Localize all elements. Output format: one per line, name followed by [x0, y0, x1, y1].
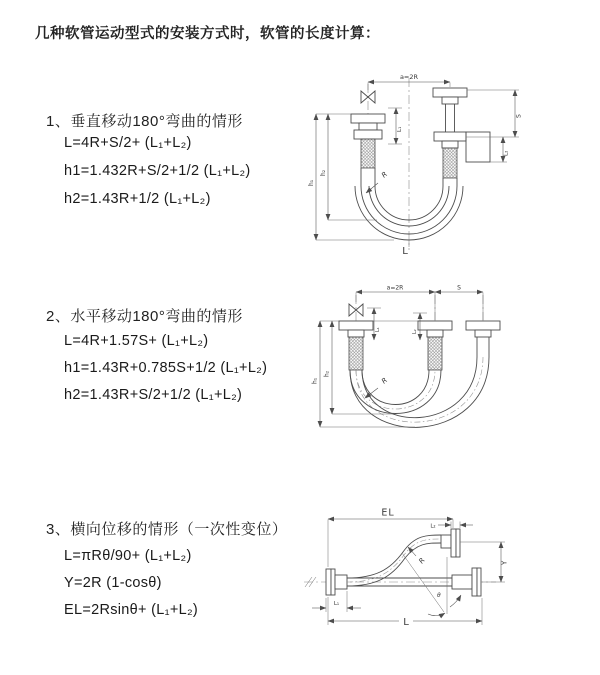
section-2-formula-h2: h2=1.43R+S/2+1/2 (L₁+L₂) — [64, 387, 243, 403]
label-s: S — [515, 114, 523, 118]
middle-fitting — [418, 321, 452, 370]
right-fitting-moved — [466, 321, 500, 357]
label-l2: L₂ — [412, 329, 418, 334]
label-r: R — [380, 376, 390, 386]
label-theta: θ — [437, 592, 441, 599]
section-2-formula-L: L=4R+1.57S+ (L₁+L₂) — [64, 333, 209, 349]
label-h1: h₁ — [311, 377, 319, 384]
section-1-heading: 1、垂直移动180°弯曲的情形 — [46, 113, 243, 130]
left-fitting — [339, 321, 373, 370]
label-h1: h₁ — [308, 179, 315, 186]
dimension-l — [328, 597, 482, 628]
diagram-lateral-displacement — [300, 494, 570, 662]
mount-plate — [466, 132, 490, 162]
dimension-s — [435, 285, 483, 293]
lower-right-flange — [452, 568, 481, 596]
diagram-vertical-bend — [298, 66, 548, 258]
dimension-l2 — [430, 522, 473, 530]
section-2-formula-h1: h1=1.43R+0.785S+1/2 (L₁+L₂) — [64, 360, 268, 376]
upper-right-flange — [441, 529, 460, 557]
page-title: 几种软管运动型式的安装方式时，软管的长度计算： — [35, 26, 380, 42]
label-r: R — [380, 170, 390, 180]
dimension-l1 — [388, 108, 403, 144]
label-l1: L₁ — [375, 327, 381, 332]
hose-u-moved — [350, 357, 489, 427]
left-fitting — [351, 114, 385, 168]
radius-leader — [408, 547, 427, 565]
section-3-formula-EL: EL=2Rsinθ+ (L₁+L₂) — [64, 602, 199, 618]
label-bottom-l: L — [402, 246, 408, 257]
label-l2: L₂ — [503, 150, 510, 156]
section-1-formula-h2: h2=1.43R+1/2 (L₁+L₂) — [64, 191, 211, 207]
dimension-s — [466, 90, 523, 137]
label-l1: L₁ — [333, 601, 340, 607]
label-l: L — [403, 617, 409, 628]
section-3-heading: 3、横向位移的情形（一次性变位） — [46, 521, 288, 538]
label-s: S — [457, 284, 461, 292]
dimension-el — [328, 508, 453, 568]
dimension-l1 — [312, 591, 361, 612]
left-flange — [326, 569, 347, 595]
section-1-formula-L: L=4R+S/2+ (L₁+L₂) — [64, 135, 192, 151]
label-h2: h₂ — [323, 370, 331, 377]
section-2-heading: 2、水平移动180°弯曲的情形 — [46, 308, 243, 325]
dimension-l2 — [490, 137, 510, 162]
label-el: EL — [381, 507, 395, 519]
label-l2: L₂ — [430, 523, 436, 530]
section-1-formula-h1: h1=1.432R+S/2+1/2 (L₁+L₂) — [64, 163, 251, 179]
dimension-a2r — [356, 285, 483, 321]
right-fitting — [433, 88, 490, 178]
section-3-formula-Y: Y=2R (1-cosθ) — [64, 575, 162, 591]
label-y: Y — [500, 560, 509, 565]
diagram-horizontal-bend — [300, 282, 565, 460]
label-r: R — [417, 556, 427, 566]
label-a2r: a=2R — [386, 284, 404, 292]
label-l1: L₁ — [397, 126, 403, 132]
section-3-formula-L: L=πRθ/90+ (L₁+L₂) — [64, 548, 192, 564]
label-h2: h₂ — [320, 169, 327, 176]
label-a2r: a=2R — [399, 73, 419, 81]
